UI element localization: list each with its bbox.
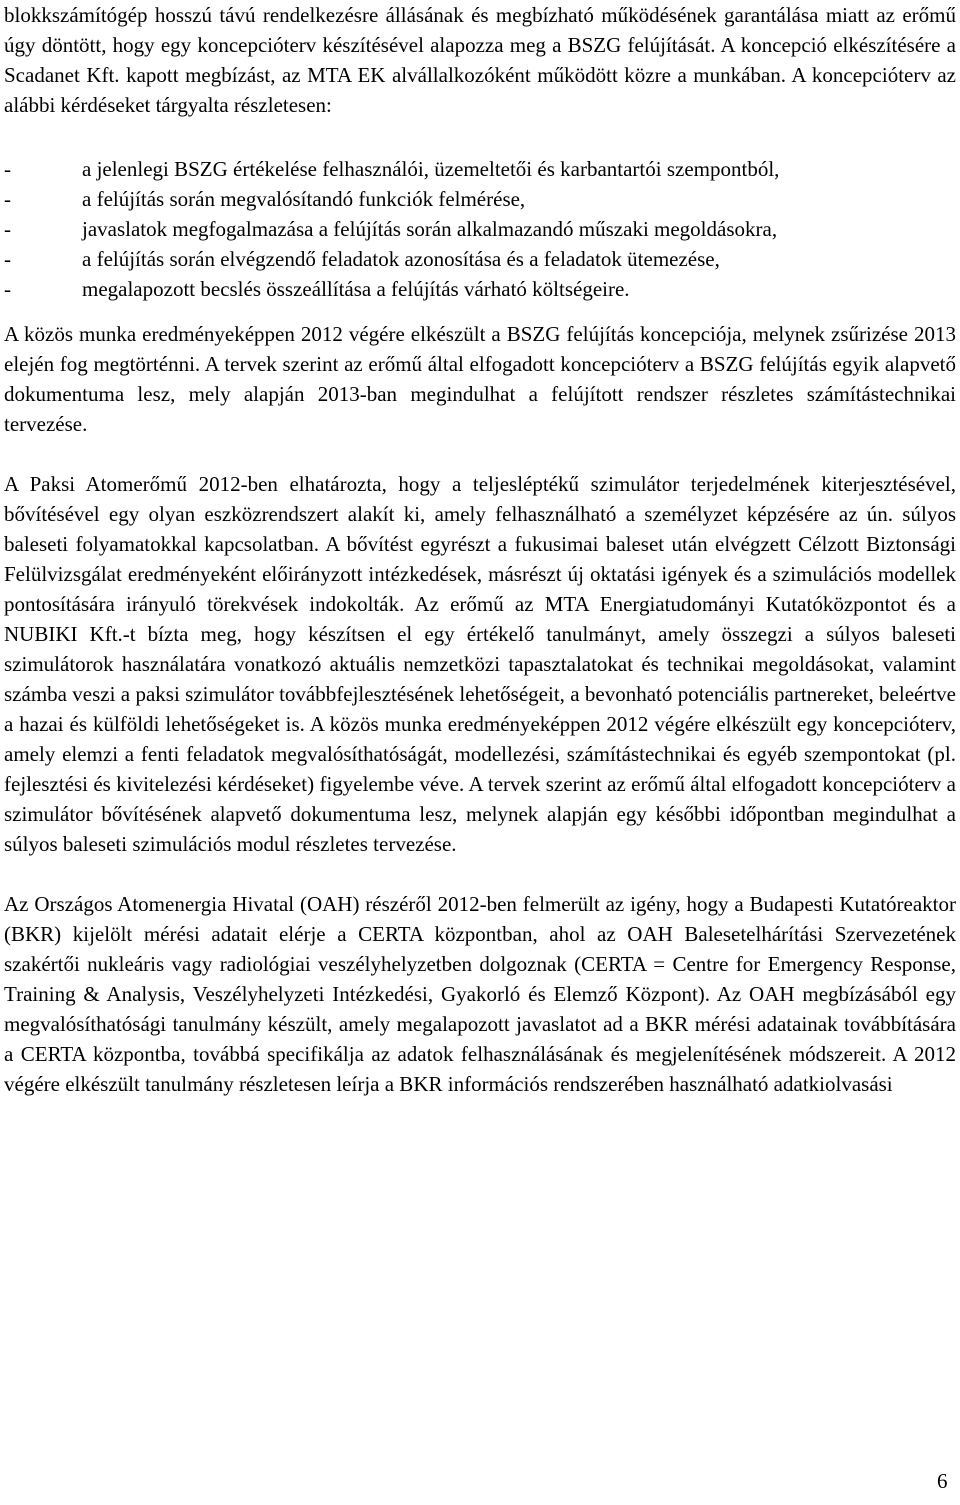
list-item xyxy=(4,244,956,274)
list-item xyxy=(4,184,956,214)
list-dash: - xyxy=(4,187,11,211)
list-item xyxy=(4,214,956,244)
paragraph-bszg-intro: blokkszámítógép hosszú távú rendelkezésre állásának és megbízható működésének garantálása miatt az erőmű úgy döntött, hogy egy koncepcióterv készítésével alapozza meg a BSZG felújítását. A koncepció elkészítésére a Scadanet Kft. kapott megbízást, az MTA EK alvállalkozóként működött közre a munkában. A koncepcióterv az alábbi kérdéseket tárgyalta részletesen: xyxy=(4,3,956,117)
list-dash: - xyxy=(4,247,11,271)
paragraph-bszg-result: A közös munka eredményeképpen 2012 végére elkészült a BSZG felújítás koncepciója, melynek zsűrizése 2013 elején fog megtörténni. A tervek szerint az erőmű által elfogadott koncepcióterv a BSZG felújítás egyik alapvető dokumentuma lesz, mely alapján 2013-ban megindulhat a felújított rendszer részletes számítástechnikai tervezése. xyxy=(4,322,956,436)
paragraph-simulator: A Paksi Atomerőmű 2012-ben elhatározta, hogy a teljesléptékű szimulátor terjedelmének kiterjesztésével, bővítésével egy olyan eszközrendszert alakít ki, amely felhasználható a személyzet képzésére az ún. súlyos baleseti folyamatokkal kapcsolatban. A bővítést egyrészt a fukusimai baleset után elvégzett Célzott Biztonsági Felülvizsgálat eredményeként előirányzott intézkedések, másrészt új oktatási igények és a szimulációs modellek pontosítására irányuló törekvések indokolták. Az erőmű az MTA Energiatudományi Kutatóközpontot és a NUBIKI Kft.-t bízta meg, hogy készítsen el egy értékelő tanulmányt, amely összegzi a súlyos baleseti szimulátorok használatára vonatkozó aktuális nemzetközi tapasztalatokat és technikai megoldásokat, valamint számba veszi a paksi szimulátor továbbfejlesztésének lehetőségeit, a bevonható potenciális partnereket, beleértve a hazai és külföldi lehetőségeket is. A közös munka eredményeképpen 2012 végére elkészült egy koncepcióterv, amely elemzi a fenti feladatok megvalósíthatóságát, modellezési, számítástechnikai és egyéb szempontokat (pl. fejlesztési és kivitelezési kérdéseket) figyelembe véve. A tervek szerint az erőmű által elfogadott koncepcióterv a szimulátor bővítésének alapvető dokumentuma lesz, melynek alapján egy későbbi időpontban megindulhat a súlyos baleseti szimulációs modul részletes tervezése. xyxy=(4,472,956,856)
document-page xyxy=(4,0,956,1099)
list-dash: - xyxy=(4,217,11,241)
list-dash: - xyxy=(4,277,11,301)
list-item-text: a felújítás során elvégzendő feladatok azonosítása és a feladatok ütemezése, xyxy=(82,247,720,271)
list-item-text: a jelenlegi BSZG értékelése felhasználói, üzemeltetői és karbantartói szempontból, xyxy=(82,157,780,181)
list-item xyxy=(4,274,956,304)
list-dash: - xyxy=(4,157,11,181)
list-item-text: megalapozott becslés összeállítása a felújítás várható költségeire. xyxy=(82,277,630,301)
list-item-text: a felújítás során megvalósítandó funkciók felmérése, xyxy=(82,187,526,211)
list-item xyxy=(4,154,956,184)
list-item-text: javaslatok megfogalmazása a felújítás során alkalmazandó műszaki megoldásokra, xyxy=(82,217,778,241)
topic-list xyxy=(4,154,956,304)
page-number: 6 xyxy=(937,1469,948,1493)
paragraph-oah-certa: Az Országos Atomenergia Hivatal (OAH) részéről 2012-ben felmerült az igény, hogy a Budapesti Kutatóreaktor (BKR) kijelölt mérési adatait elérje a CERTA központban, ahol az OAH Balesetelhárítási Szervezetének szakértői nukleáris vagy radiológiai veszélyhelyzetben dolgoznak (CERTA = Centre for Emergency Response, Training & Analysis, Veszélyhelyzeti Intézkedési, Gyakorló és Elemző Központ). Az OAH megbízásából egy megvalósíthatósági tanulmány készült, amely megalapozott javaslatot ad a BKR mérési adatainak továbbítására a CERTA központba, továbbá specifikálja az adatok felhasználásának és megjelenítésének módszereit. A 2012 végére elkészült tanulmány részletesen leírja a BKR információs rendszerében használható adatkiolvasási xyxy=(4,892,956,1096)
